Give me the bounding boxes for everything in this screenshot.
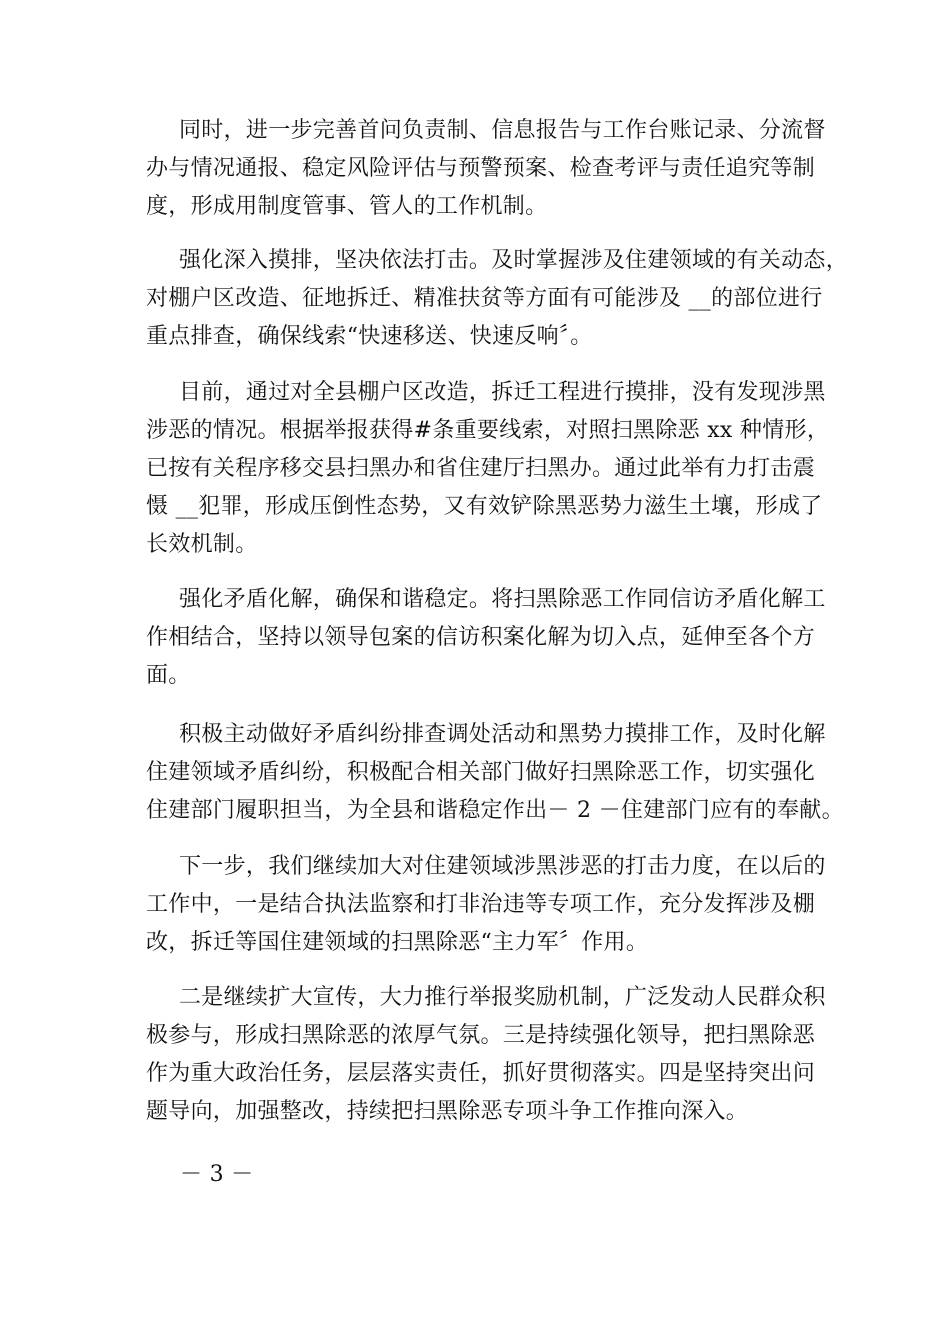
paragraph-line: 办与情况通报、稳定风险评估与预警预案、检查考评与责任追究等制	[146, 156, 816, 181]
paragraph-line: 已按有关程序移交县扫黑办和省住建厅扫黑办。通过此举有力打击震	[146, 456, 816, 481]
paragraph-line: 二是继续扩大宣传，大力推行举报奖励机制，广泛发动人民群众积	[179, 985, 826, 1010]
paragraph-line: 工作中，一是结合执法监察和打非治违等专项工作，充分发挥涉及棚	[146, 892, 816, 917]
paragraph-line: 长效机制。	[146, 532, 258, 557]
paragraph-line: 对棚户区改造、征地拆迁、精准扶贫等方面有可能涉及 __的部位进行	[146, 286, 823, 311]
paragraph-line: 极参与，形成扫黑除恶的浓厚气氛。三是持续强化领导，把扫黑除恶	[146, 1023, 816, 1048]
paragraph-line: 作相结合，坚持以领导包案的信访积案化解为切入点，延伸至各个方	[146, 625, 816, 650]
paragraph-line: 改，拆迁等国住建领域的扫黑除恶“主力军〞作用。	[146, 930, 649, 955]
paragraph-line: 面。	[146, 663, 191, 688]
paragraph-line: 强化深入摸排，坚决依法打击。及时掌握涉及住建领域的有关动态，	[179, 248, 849, 273]
paragraph-4	[146, 581, 826, 695]
paragraph-line: 度，形成用制度管事、管人的工作机制。	[146, 194, 548, 219]
paragraph-line: 目前，通过对全县棚户区改造，拆迁工程进行摸排，没有发现涉黑	[179, 380, 826, 405]
paragraph-5	[146, 716, 844, 830]
paragraph-line: 住建领域矛盾纠纷，积极配合相关部门做好扫黑除恶工作，切实强化	[146, 760, 816, 785]
paragraph-line: 涉恶的情况。根据举报获得#条重要线索，对照扫黑除恶 xx 种情形，	[146, 418, 830, 443]
paragraph-line: 同时，进一步完善首问负责制、信息报告与工作台账记录、分流督	[179, 118, 826, 143]
paragraph-line: 题导向，加强整改，持续把扫黑除恶专项斗争工作推向深入。	[146, 1099, 749, 1124]
paragraph-7	[146, 979, 826, 1131]
paragraph-2	[146, 242, 849, 356]
paragraph-line: 慑 __犯罪，形成压倒性态势，又有效铲除黑恶势力滋生土壤，形成了	[146, 494, 823, 519]
page-number: － 3 －	[180, 1162, 254, 1187]
paragraph-6	[146, 848, 826, 962]
paragraph-1	[146, 112, 826, 226]
paragraph-line: 强化矛盾化解，确保和谐稳定。将扫黑除恶工作同信访矛盾化解工	[179, 587, 826, 612]
paragraph-line: 积极主动做好矛盾纠纷排查调处活动和黑势力摸排工作，及时化解	[179, 722, 826, 747]
paragraph-line: 住建部门履职担当，为全县和谐稳定作出－ 2 －住建部门应有的奉献。	[146, 798, 844, 823]
paragraph-line: 下一步，我们继续加大对住建领域涉黑涉恶的打击力度，在以后的	[179, 854, 826, 879]
paragraph-line: 重点排查，确保线索“快速移送、快速反响〞。	[146, 324, 593, 349]
paragraph-line: 作为重大政治任务，层层落实责任，抓好贯彻落实。四是坚持突出问	[146, 1061, 816, 1086]
paragraph-3	[146, 374, 830, 564]
